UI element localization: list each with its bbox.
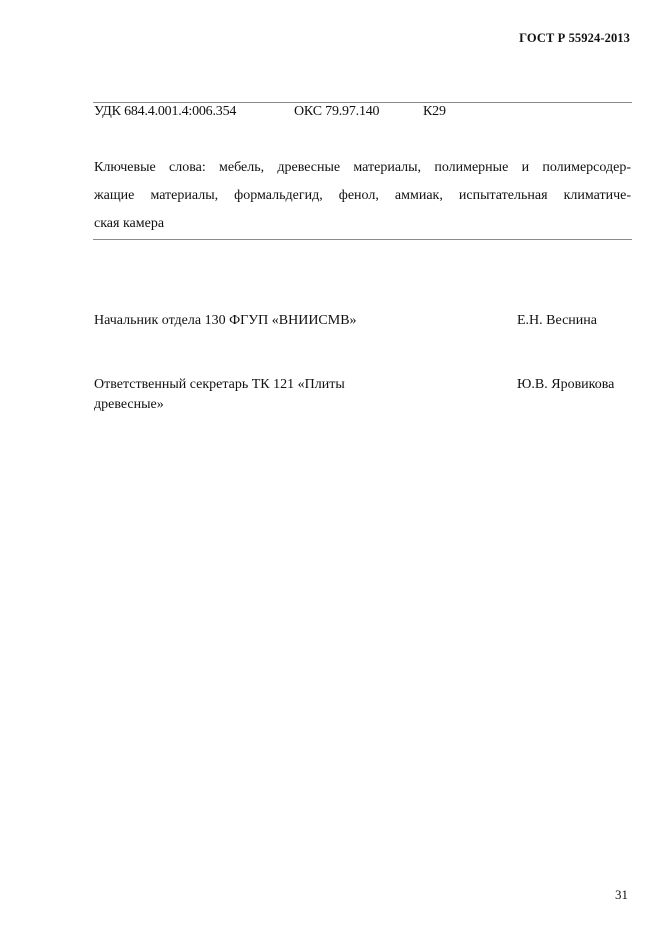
- signature-name: Ю.В. Яровикова: [517, 377, 615, 392]
- bottom-divider: [93, 239, 632, 240]
- keywords-line-2: жащие материалы, формальдегид, фенол, аммиак, испытательная климатиче-: [94, 188, 631, 203]
- document-code: ГОСТ Р 55924-2013: [519, 31, 630, 45]
- page-number: 31: [615, 887, 628, 902]
- oks-code: ОКС 79.97.140: [294, 104, 380, 119]
- top-divider: [93, 102, 632, 103]
- signature-name: Е.Н. Веснина: [517, 313, 597, 328]
- k-code: К29: [423, 104, 446, 119]
- signature-role: Начальник отдела 130 ФГУП «ВНИИСМВ»: [94, 313, 357, 328]
- keywords-line-1: Ключевые слова: мебель, древесные материалы, полимерные и полимерсодер-: [94, 160, 631, 175]
- udk-code: УДК 684.4.001.4:006.354: [94, 104, 237, 119]
- keywords-paragraph: [94, 154, 631, 238]
- keywords-line-3: ская камера: [94, 216, 165, 231]
- signature-role: Ответственный секретарь ТК 121 «Плиты древесные»: [94, 377, 345, 412]
